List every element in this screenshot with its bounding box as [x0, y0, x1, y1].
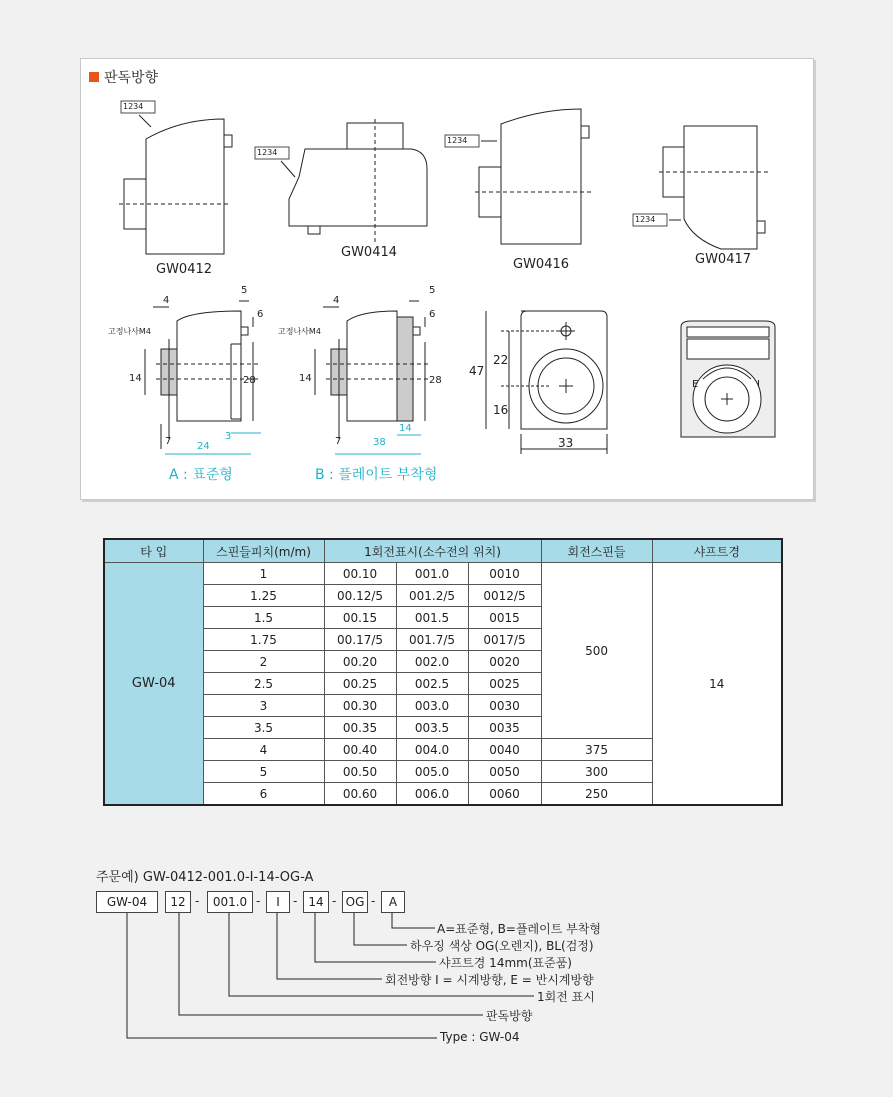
dim-14: 14 [129, 373, 142, 384]
order-label-color: 하우징 색상 OG(오렌지), BL(검정) [410, 939, 594, 953]
order-box-variant: A [381, 891, 405, 913]
table-header-row [104, 539, 782, 563]
order-label-shaft: 샤프트경 14mm(표준품) [439, 956, 572, 970]
rpm-group-cell: 500 [541, 563, 652, 739]
dim-28: 28 [243, 375, 256, 386]
header-display: 1회전표시(소수전의 위치) [324, 539, 541, 563]
dim-47: 47 [469, 364, 485, 378]
table-row: 3.5 00.35 003.5 0035 [104, 717, 782, 739]
table-row: 3 00.30 003.0 0030 [104, 695, 782, 717]
table-row: 4 00.40 004.0 0040 375 [104, 739, 782, 761]
panel-title: 판독방향 [89, 67, 158, 87]
order-label-display: 1회전 표시 [537, 990, 595, 1004]
direction-e-label: E [692, 379, 699, 390]
order-box-direction: 12 [165, 891, 191, 913]
variant-a-label: A : 표준형 [169, 467, 233, 483]
gw0417-drawing [633, 126, 771, 249]
dim-14: 14 [299, 373, 312, 384]
table-row: 2.5 00.25 002.5 0025 [104, 673, 782, 695]
dim-7: 7 [165, 436, 172, 447]
type-cell: GW-04 [104, 563, 203, 806]
header-type: 타 입 [104, 539, 203, 563]
order-box-color: OG [342, 891, 368, 913]
table-row: 2 00.20 002.0 0020 [104, 651, 782, 673]
order-label-type: Type : GW-04 [440, 1030, 520, 1044]
order-dash: - [256, 894, 261, 908]
rpm-cell: 300 [541, 761, 652, 783]
header-pitch: 스핀들피치(m/m) [203, 539, 324, 563]
order-title: 주문예) GW-0412-001.0-I-14-OG-A [96, 870, 314, 885]
readout-box: 1234 [257, 148, 278, 157]
dim-5: 5 [429, 285, 436, 296]
table-row: 1.25 00.12/5 001.2/5 0012/5 [104, 585, 782, 607]
table-row: 5 00.50 005.0 0050 300 [104, 761, 782, 783]
readout-box: 1234 [635, 215, 656, 224]
model-label-gw0412: GW0412 [156, 262, 213, 277]
dim-22: 22 [493, 353, 509, 367]
gw0412-drawing [119, 101, 232, 254]
rpm-cell: 375 [541, 739, 652, 761]
gw0414-drawing [255, 119, 427, 244]
dim-16: 16 [493, 403, 509, 417]
dim-5: 5 [241, 285, 248, 296]
table-row: 6 00.60 006.0 0060 250 [104, 783, 782, 806]
order-box-display: 001.0 [207, 891, 253, 913]
header-shaft: 샤프트경 [652, 539, 782, 563]
drawings [81, 59, 813, 499]
order-box-shaft: 14 [303, 891, 329, 913]
orientation-panel [80, 58, 814, 500]
order-box-rotation: I [266, 891, 290, 913]
order-dash: - [332, 894, 337, 908]
dim-33: 33 [558, 436, 574, 450]
dim-4: 4 [333, 295, 340, 306]
dim-28: 28 [429, 375, 442, 386]
model-label-gw0416: GW0416 [513, 257, 570, 272]
order-dash: - [195, 894, 200, 908]
table-row: GW-04 1 00.10 001.0 0010 500 14 [104, 563, 782, 585]
gw0416-drawing [445, 109, 591, 244]
order-box-type: GW-04 [96, 891, 158, 913]
dim-38: 38 [373, 437, 386, 448]
table-row: 1.75 00.17/5 001.7/5 0017/5 [104, 629, 782, 651]
dim-7: 7 [335, 436, 342, 447]
order-label-rotation: 회전방향 I = 시계방향, E = 반시계방향 [385, 973, 594, 987]
order-dash: - [293, 894, 298, 908]
variant-b-label: B : 플레이트 부착형 [315, 467, 438, 483]
screw-label: 고정나사M4 [108, 327, 151, 336]
front-view [486, 311, 607, 454]
dim-14b: 14 [399, 423, 412, 434]
shaft-cell: 14 [652, 563, 782, 806]
order-dash: - [371, 894, 376, 908]
rpm-cell: 250 [541, 783, 652, 806]
dim-4: 4 [163, 295, 170, 306]
header-rpm: 회전스핀들 [541, 539, 652, 563]
dim-3: 3 [225, 431, 232, 442]
readout-box: 1234 [123, 102, 144, 111]
order-label-variant: A=표준형, B=플레이트 부착형 [437, 922, 601, 936]
table-row: 1.5 00.15 001.5 0015 [104, 607, 782, 629]
model-label-gw0417: GW0417 [695, 252, 752, 267]
dim-24: 24 [197, 441, 210, 452]
side-view-b [315, 301, 431, 454]
dim-6: 6 [257, 309, 264, 320]
spec-table [103, 538, 783, 806]
readout-box: 1234 [447, 136, 468, 145]
direction-i-label: I [757, 379, 760, 390]
dim-6: 6 [429, 309, 436, 320]
screw-label: 고정나사M4 [278, 327, 321, 336]
model-label-gw0414: GW0414 [341, 245, 398, 260]
order-label-direction: 판독방향 [486, 1009, 533, 1023]
